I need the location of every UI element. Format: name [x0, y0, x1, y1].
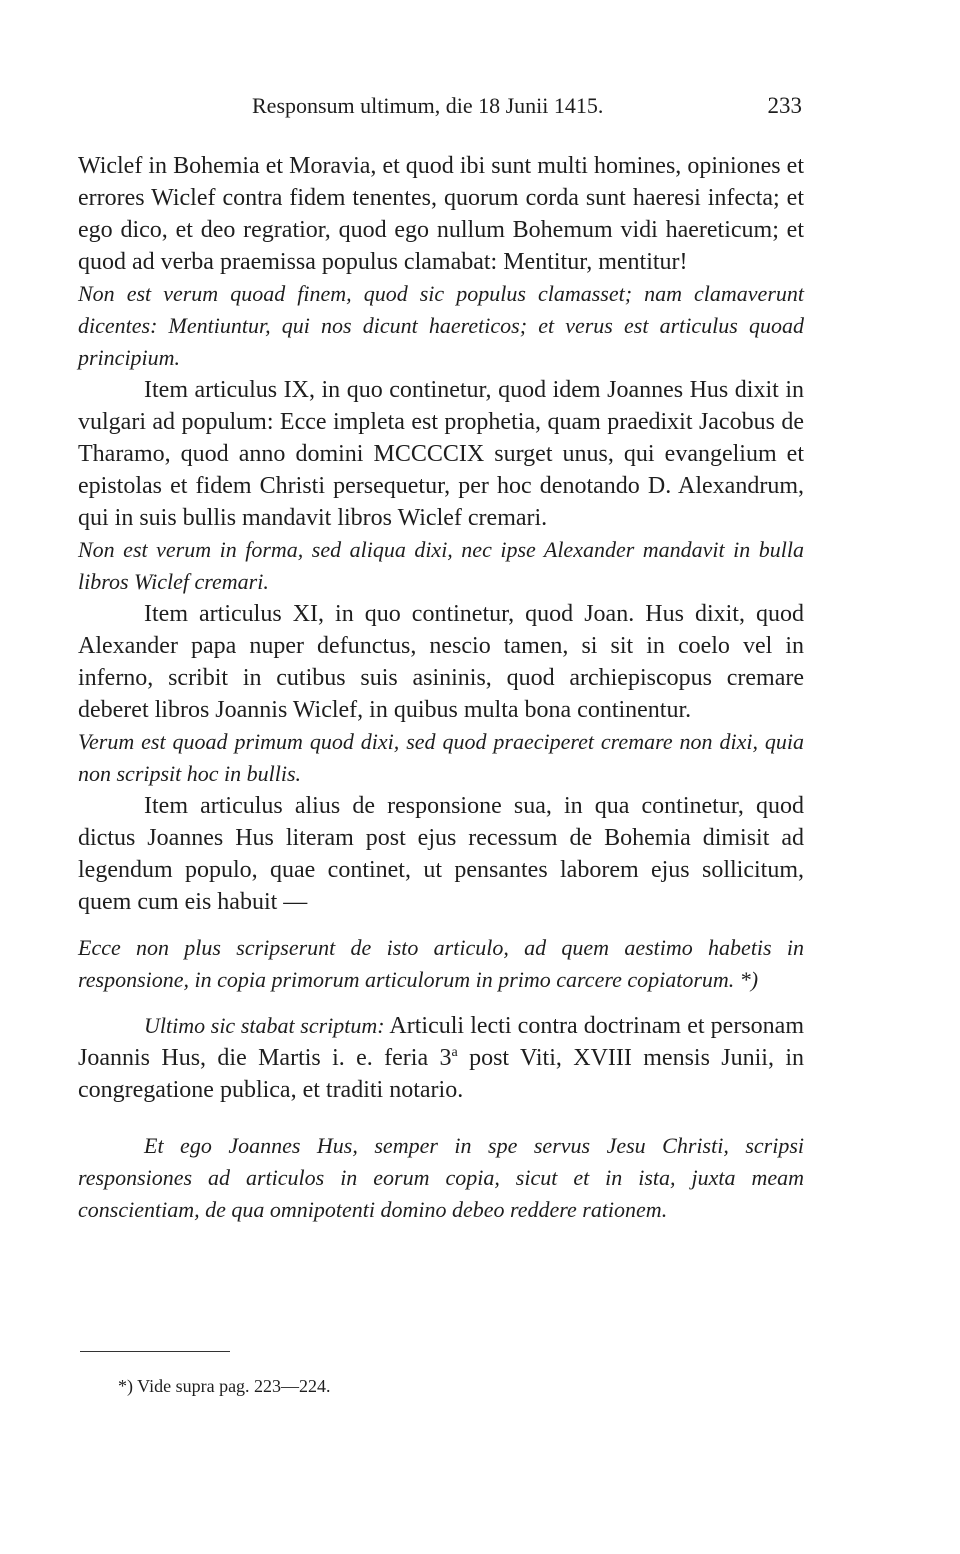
article-paragraph: Item articulus XI, in quo continetur, quod Joan. Hus dixit, quod Alexander papa nuper defunctus, nescio tamen, si sit in coelo vel in inferno, scribit in cutibus suis asininis, quod archiepiscopus cremare deberet libros Joannis Wiclef, in quibus multa bona continentur.	[78, 601, 804, 723]
closing-lead: Ultimo sic stabat scriptum:	[144, 1013, 385, 1038]
footnote-rule	[80, 1351, 230, 1352]
response-paragraph: Verum est quoad primum quod dixi, sed quod praeciperet cremare non dixi, quia non scripsit hoc in bullis.	[78, 729, 804, 786]
response-paragraph: Non est verum in forma, sed aliqua dixi, nec ipse Alexander mandavit in bulla libros Wiclef cremari.	[78, 537, 804, 594]
closing-text: Articuli lecti contra doctrinam et personam Joannis Hus, die Martis i. e. feria 3	[78, 1013, 804, 1071]
body-text	[78, 150, 804, 1226]
article-paragraph: Item articulus alius de responsione sua, in qua continetur, quod dictus Joannes Hus literam post ejus recessum de Bohemia dimisit ad legendum populo, quae continet, ut pensantes laborem ejus sollicitum, quem cum eis habuit —	[78, 793, 804, 915]
response-paragraph: Non est verum quoad finem, quod sic populus clamasset; nam clamaverunt dicentes: Mentiuntur, qui nos dicunt haereticos; et verus est articulus quoad principium.	[78, 281, 804, 370]
feria-superscript: a	[451, 1045, 458, 1060]
page-header	[252, 88, 802, 124]
signature-paragraph: Et ego Joannes Hus, semper in spe servus Jesu Christi, scripsi responsiones ad articulos in eorum copia, sicut et in ista, juxta meam conscientiam, de qua omnipotenti domino debeo reddere rationem.	[78, 1133, 804, 1222]
article-paragraph: Item articulus IX, in quo continetur, quod idem Joannes Hus dixit in vulgari ad populum: Ecce impleta est prophetia, quam praedixit Jacobus de Tharamo, quod anno domini MCCCCIX surget unus, qui evangelium et epistolas et fidem Christi persequetur, per hoc denotando D. Alexandrum, qui in suis bullis mandavit libros Wiclef cremari.	[78, 377, 804, 531]
response-paragraph: Ecce non plus scripserunt de isto articulo, ad quem aestimo habetis in responsione, in copia primorum articulorum in primo carcere copiatorum. *)	[78, 935, 804, 992]
footnote: *) Vide supra pag. 223—224.	[118, 1376, 331, 1396]
paragraph-continuation: Wiclef in Bohemia et Moravia, et quod ibi sunt multi homines, opiniones et errores Wiclef contra fidem tenentes, quorum corda sunt haeresi infecta; et ego dico, et deo regratior, quod ego nullum Bohemum vidi haereticum; et quod ad verba praemissa populus clamabat: Mentitur, mentitur!	[78, 153, 804, 275]
closing-paragraph	[78, 1010, 804, 1106]
page-number: 233	[767, 93, 802, 118]
running-title: Responsum ultimum, die 18 Junii 1415.	[252, 93, 604, 118]
closing-text-end: post Viti, XVIII mensis Junii, in congregatione publica, et traditi notario.	[78, 1045, 805, 1103]
